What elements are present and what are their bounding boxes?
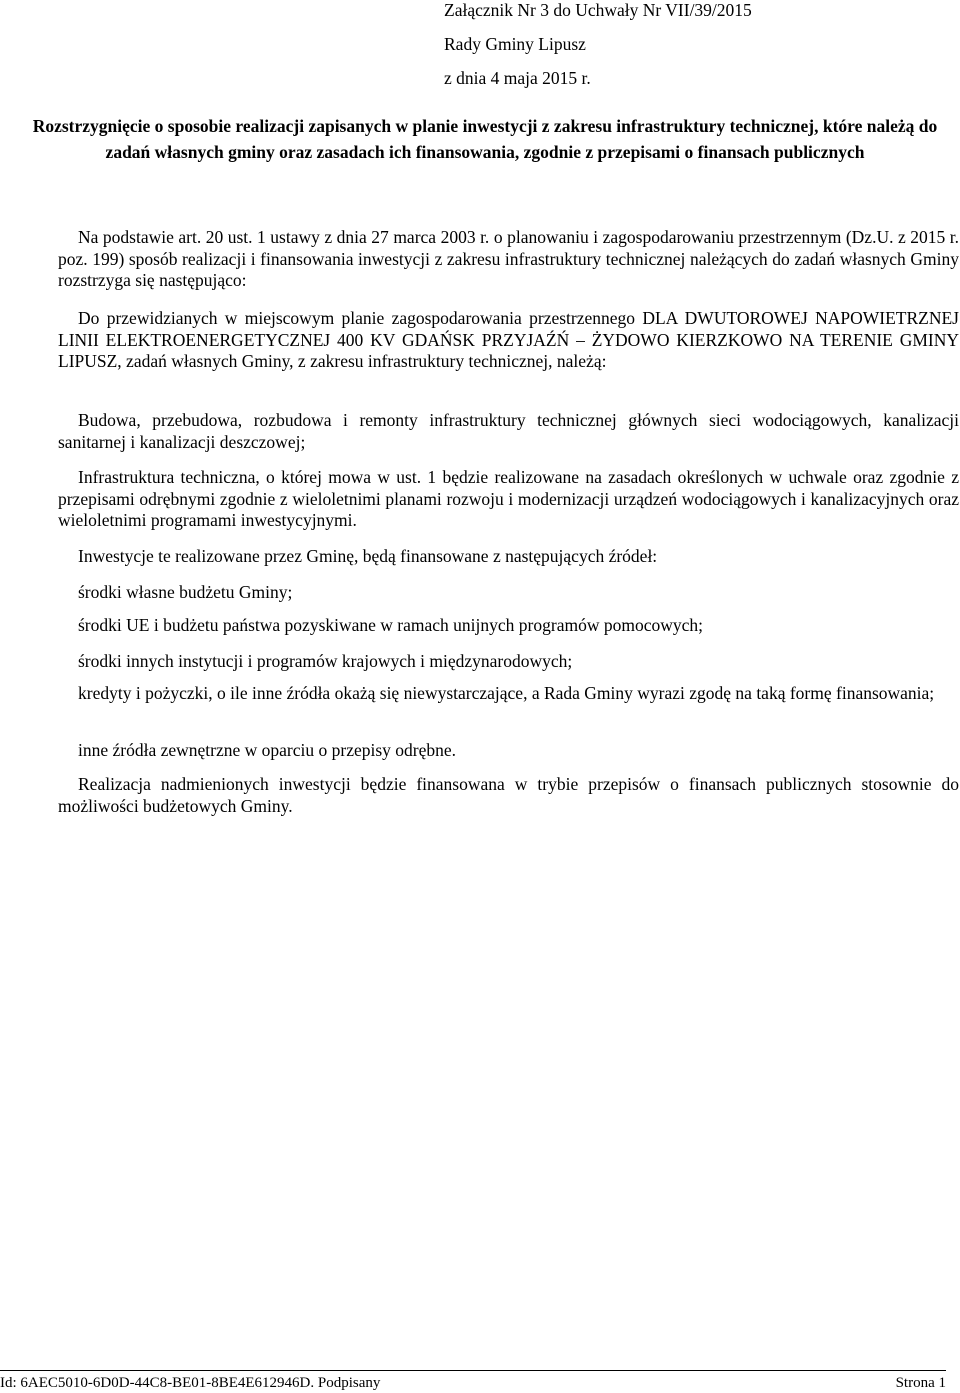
paragraph-legal-basis: Na podstawie art. 20 ust. 1 ustawy z dnia 27 marca 2003 r. o planowaniu i zagospodarowaniu przestrzennym (Dz.U. z 2015 r. poz. 199) sposób realizacji i finansowania inwestycji z zakresu infrastruktury technicznej należących do zadań własnych Gminy rozstrzyga się następująco: [58,227,959,291]
header-attachment-line: Załącznik Nr 3 do Uchwały Nr VII/39/2015 [444,0,752,20]
paragraph-funding-intro: Inwestycje te realizowane przez Gminę, będą finansowane z następujących źródeł: [78,546,658,566]
list-item-external-sources: inne źródła zewnętrzne w oparciu o przepisy odrębne. [78,740,457,760]
paragraph-plan-scope: Do przewidzianych w miejscowym planie zagospodarowania przestrzennego DLA DWUTOROWEJ NAPOWIETRZNEJ LINII ELEKTROENERGETYCZNEJ 400 KV GDAŃSK PRZYJAŹŃ – ŻYDOWO KIERZKOWO NA TERENIE GMINY LIPUSZ, zadań własnych Gminy, z zakresu infrastruktury technicznej, należą: [58,308,959,372]
header-council-line: Rady Gminy Lipusz [444,34,586,54]
paragraph-construction: Budowa, przebudowa, rozbudowa i remonty infrastruktury technicznej głównych sieci wodociągowych, kanalizacji sanitarnej i kanalizacji deszczowej; [58,410,959,452]
footer-divider [0,1370,946,1371]
list-item-own-funds: środki własne budżetu Gminy; [78,582,293,602]
paragraph-infrastructure: Infrastruktura techniczna, o której mowa w ust. 1 będzie realizowane na zasadach określonych w uchwale oraz zgodnie z przepisami odrębnymi zgodnie z wieloletnimi planami rozwoju i modernizacji urządzeń wodociągowych i kanalizacyjnych oraz wieloletnimi programami inwestycyjnymi. [58,467,959,531]
paragraph-implementation: Realizacja nadmienionych inwestycji będzie finansowana w trybie przepisów o finansach publicznych stosownie do możliwości budżetowych Gminy. [58,774,959,816]
attachment-header [444,0,944,89]
document-id: Id: 6AEC5010-6D0D-44C8-BE01-8BE4E612946D. Podpisany [0,1375,381,1391]
list-item-eu-funds: środki UE i budżetu państwa pozyskiwane w ramach unijnych programów pomocowych; [78,615,703,635]
list-item-other-institutions: środki innych instytucji i programów krajowych i międzynarodowych; [78,651,573,671]
header-date-line: z dnia 4 maja 2015 r. [444,68,591,88]
list-item-loans: kredyty i pożyczki, o ile inne źródła okażą się niewystarczające, a Rada Gminy wyrazi zgodę na taką formę finansowania; [78,683,935,703]
document-title: Rozstrzygnięcie o sposobie realizacji zapisanych w planie inwestycji z zakresu infrastruktury technicznej, które należą do zadań własnych gminy oraz zasadach ich finansowania, zgodnie z przepisami o finansach publicznych [32,116,938,162]
page-number: Strona 1 [895,1375,946,1391]
